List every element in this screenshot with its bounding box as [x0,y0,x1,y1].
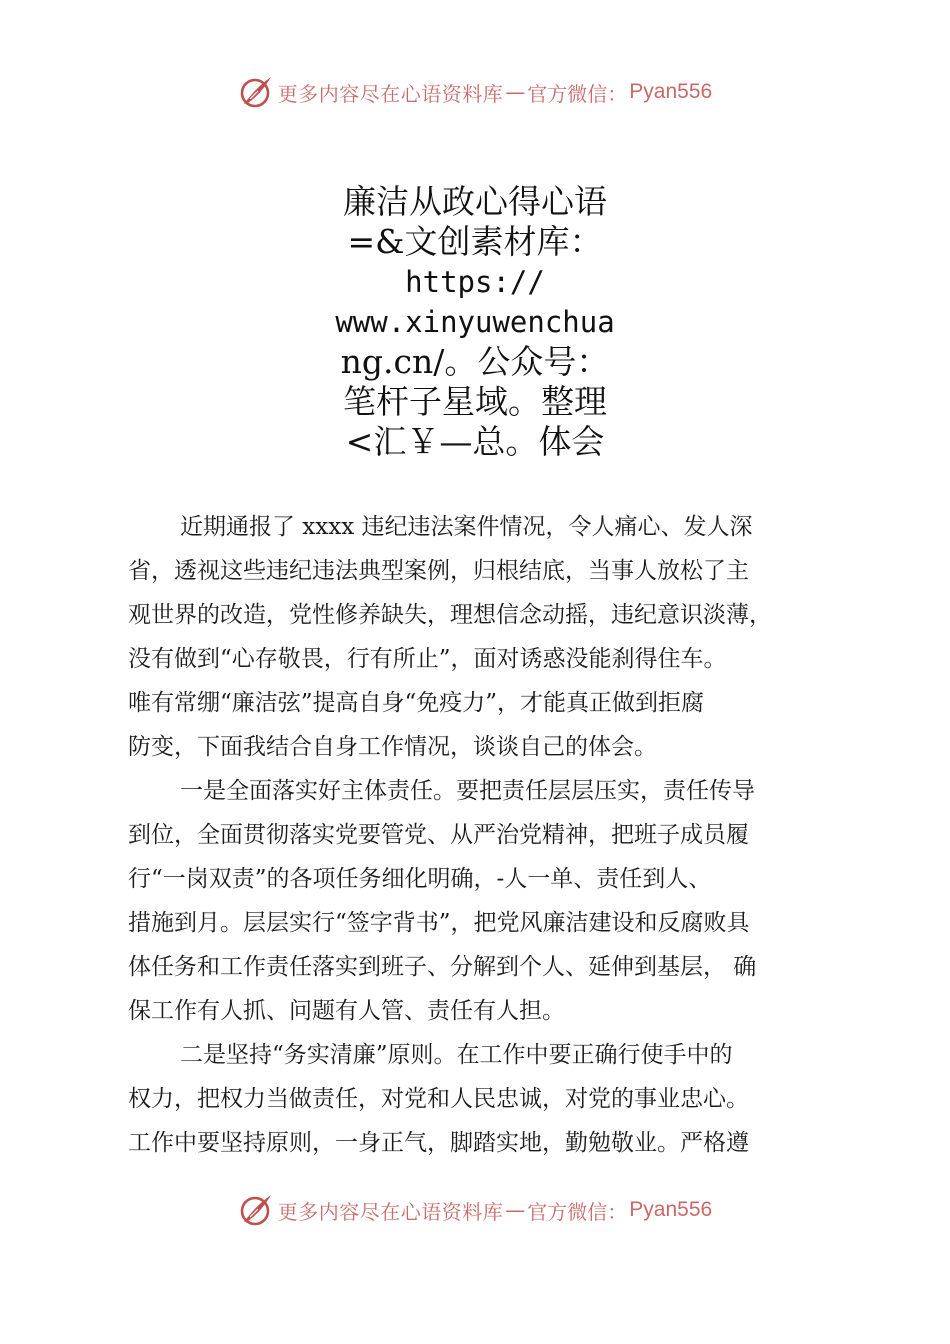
title-line: ng.cn/。公众号： [340,342,610,381]
paragraph-line: 观世界的改造，党性修养缺失，理想信念动摇，违纪意识淡薄， [128,602,772,628]
paragraph-line: 唯有常绷“廉洁弦”提高自身“免疫力”，才能真正做到拒腐 [128,690,705,716]
quill-logo-icon [238,74,274,110]
document-title [0,182,950,462]
paragraph-line: 措施到月。层层实行“签字背书”，把党风廉洁建设和反腐败具 [128,910,750,936]
banner-wechat-id: Pyan556 [629,1198,713,1221]
title-line: 廉洁从政心得心语 [343,182,607,221]
banner-wechat-id: Pyan556 [629,80,713,103]
banner-separator: — [505,1198,526,1222]
paragraph-line: 近期通报了 xxxx 违纪违法案件情况，令人痛心、发人深 [180,514,753,540]
banner-wechat-label: 官方微信： [527,81,628,106]
header-banner [0,72,950,112]
title-line: <汇￥—总。体会 [345,422,605,461]
paragraph-line: 行“一岗双责”的各项任务细化明确，-人一单、责任到人、 [128,866,712,892]
paragraph-line: 防变，下面我结合自身工作情况，谈谈自己的体会。 [128,734,657,760]
title-line: www.xinyuwenchua [335,305,615,339]
paragraph-line: 省，透视这些违纪违法典型案例，归根结底，当事人放松了主 [128,558,749,584]
banner-text: 更多内容尽在心语资料库 [277,1199,504,1224]
paragraph-line: 体任务和工作责任落实到班子、分解到个人、延伸到基层， 确 [128,954,757,980]
banner-wechat-label: 官方微信： [527,1199,628,1224]
document-body [128,505,828,1165]
paragraph-line: 一是全面落实好主体责任。要把责任层层压实，责任传导 [180,778,755,804]
banner-text: 更多内容尽在心语资料库 [277,81,504,106]
paragraph-line: 工作中要坚持原则，一身正气，脚踏实地，勤勉敬业。严格遵 [128,1130,749,1156]
paragraph-line: 权力，把权力当做责任，对党和人民忠诚，对党的事业忠心。 [128,1086,749,1112]
paragraph-line: 保工作有人抓、问题有人管、责任有人担。 [128,998,565,1024]
title-line: =&文创素材库： [347,222,603,261]
footer-banner [0,1190,950,1230]
quill-logo-icon [238,1192,274,1228]
paragraph-line: 到位，全面贯彻落实党要管党、从严治党精神，把班子成员履 [128,822,749,848]
banner-separator: — [505,80,526,104]
paragraph-line: 没有做到“心存敬畏，行有所止”，面对诱惑没能刹得住车。 [128,646,727,672]
title-line: 笔杆子星域。整理 [343,382,607,421]
title-line: https:// [405,265,545,299]
paragraph-line: 二是坚持“务实清廉”原则。在工作中要正确行使手中的 [180,1042,733,1068]
